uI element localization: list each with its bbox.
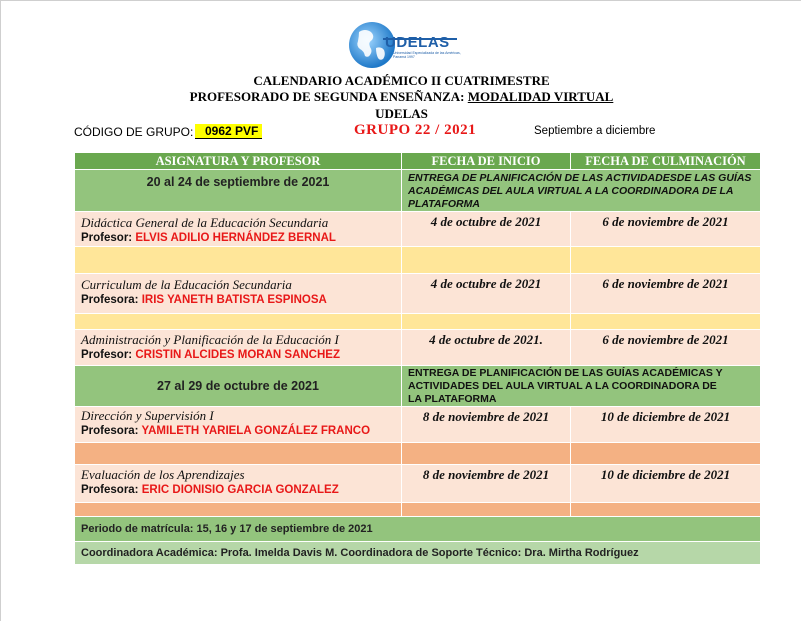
week-row-1 [75, 170, 761, 212]
start-date: 4 de octubre de 2021 [402, 274, 571, 314]
week-dates: 20 al 24 de septiembre de 2021 [146, 175, 330, 189]
week-dates-cell [75, 366, 402, 407]
week-note: ENTREGA DE PLANIFICACIÓN DE LAS GUÍAS ACADÉMICAS Y ACTIVIDADES DEL AULA VIRTUAL A LA COORDINADORA DE LA PLATAFORMA [408, 367, 723, 405]
table-row [75, 465, 761, 503]
subject-name: Didáctica General de la Educación Secundaria [81, 215, 329, 230]
subject-cell [75, 212, 402, 247]
table-row [75, 212, 761, 247]
group-code-value: 0962 PVF [195, 124, 262, 139]
enrollment-row [75, 517, 761, 542]
program-name: PROFESORADO DE SEGUNDA ENSEÑANZA: [189, 89, 468, 104]
end-date: 10 de diciembre de 2021 [571, 407, 761, 443]
calendar-table [74, 152, 761, 565]
spacer-row [75, 443, 761, 465]
week-dates: 27 al 29 de octubre de 2021 [157, 379, 319, 393]
start-date: 4 de octubre de 2021. [402, 330, 571, 366]
week-note-cell [402, 366, 761, 407]
logo-subtitle: Universidad Especializada de las Américas, Panamá 1997 [393, 51, 461, 59]
table-row [75, 330, 761, 366]
page-top-border [1, 0, 801, 1]
professor: Profesora: YAMILETH YARIELA GONZÁLEZ FRANCO [81, 425, 371, 437]
end-date: 6 de noviembre de 2021 [571, 330, 761, 366]
end-date: 6 de noviembre de 2021 [571, 274, 761, 314]
group-number: GRUPO 22 / 2021 [354, 122, 477, 138]
week-note: ENTREGA DE PLANIFICACIÓN DE LAS ACTIVIDADESDE LAS GUÍAS ACADÉMICAS DEL AULA VIRTUAL A LA COORDINADORA DE LA PLATAFORMA [408, 172, 752, 210]
professor: Profesora: ERIC DIONISIO GARCIA GONZALEZ [81, 484, 339, 496]
week-dates-cell [75, 170, 402, 212]
column-header-subject: ASIGNATURA Y PROFESOR [75, 153, 402, 170]
start-date: 8 de noviembre de 2021 [402, 407, 571, 443]
subject-cell [75, 330, 402, 366]
header-title-line-1: CALENDARIO ACADÉMICO II CUATRIMESTRE [253, 73, 550, 88]
group-info-row [74, 124, 774, 142]
spacer-row [75, 247, 761, 274]
table-row [75, 407, 761, 443]
table-header-row [75, 153, 761, 170]
end-date: 6 de noviembre de 2021 [571, 212, 761, 247]
coordinators-info: Coordinadora Académica: Profa. Imelda Davis M. Coordinadora de Soporte Técnico: Dra. Mirtha Rodríguez [75, 542, 761, 565]
end-date: 10 de diciembre de 2021 [571, 465, 761, 503]
subject-cell [75, 465, 402, 503]
header-title-line-2 [1, 89, 801, 105]
spacer-row [75, 314, 761, 330]
group-code-label: CÓDIGO DE GRUPO: [74, 125, 194, 139]
week-note-cell [402, 170, 761, 212]
professor: Profesor: CRISTIN ALCIDES MORAN SANCHEZ [81, 349, 340, 361]
modality-text: MODALIDAD VIRTUAL [467, 89, 614, 104]
subject-name: Dirección y Supervisión I [81, 408, 214, 423]
term-period: Septiembre a diciembre [534, 125, 656, 137]
column-header-end: FECHA DE CULMINACIÓN [571, 153, 761, 170]
professor: Profesor: ELVIS ADILIO HERNÁNDEZ BERNAL [81, 232, 336, 244]
column-header-start: FECHA DE INICIO [402, 153, 571, 170]
coordinators-row [75, 542, 761, 565]
logo-wordmark: UDELAS [385, 34, 450, 51]
start-date: 8 de noviembre de 2021 [402, 465, 571, 503]
subject-name: Administración y Planificación de la Educación I [81, 332, 339, 347]
header-title-line-3: UDELAS [375, 106, 428, 121]
professor: Profesora: IRIS YANETH BATISTA ESPINOSA [81, 294, 327, 306]
subject-name: Curriculum de la Educación Secundaria [81, 277, 292, 292]
subject-name: Evaluación de los Aprendizajes [81, 467, 245, 482]
enrollment-period: Periodo de matrícula: 15, 16 y 17 de septiembre de 2021 [75, 517, 761, 542]
subject-cell [75, 274, 402, 314]
week-row-2 [75, 366, 761, 407]
table-row [75, 274, 761, 314]
start-date: 4 de octubre de 2021 [402, 212, 571, 247]
subject-cell [75, 407, 402, 443]
spacer-row [75, 503, 761, 517]
